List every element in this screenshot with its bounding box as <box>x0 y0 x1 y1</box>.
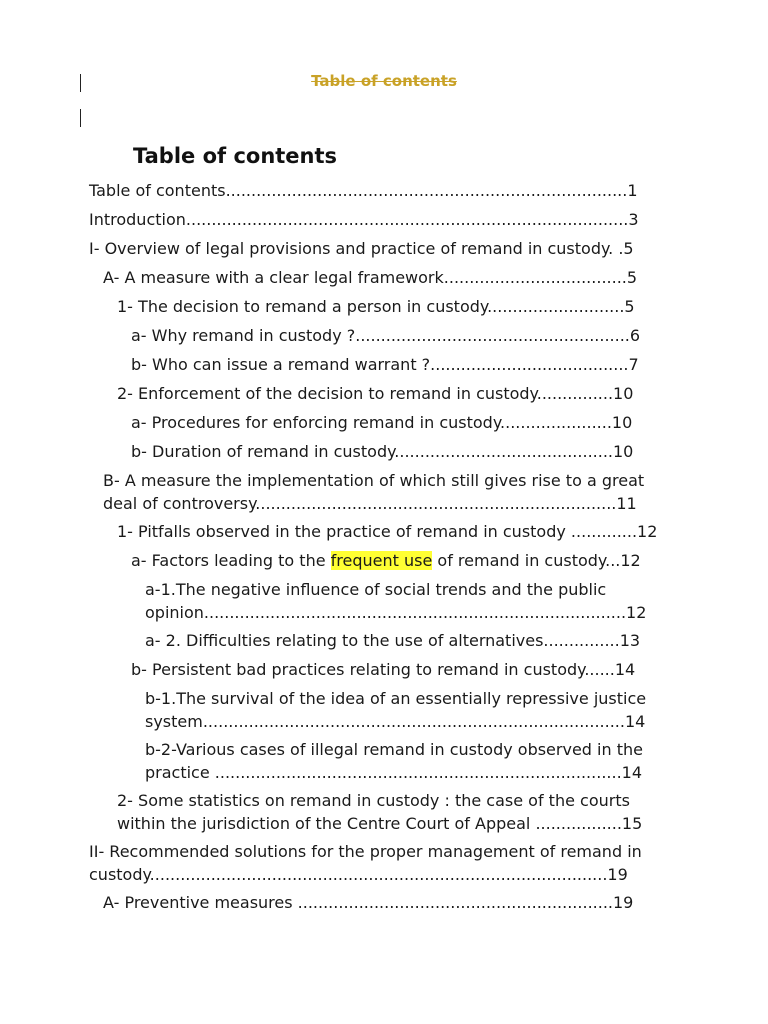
toc-entry-text: Introduction.......................................................................................3 <box>89 210 639 229</box>
toc-entry-text-post: of remand in custody...12 <box>432 551 641 570</box>
toc-entry-text: b- Duration of remand in custody...........................................10 <box>131 442 634 461</box>
toc-title: Table of contents <box>133 144 338 168</box>
toc-entry-text: 1- Pitfalls observed in the practice of remand in custody .............12 <box>117 522 658 541</box>
toc-entry-text: a-1.The negative influence of social trends and the public <box>145 580 607 599</box>
deleted-heading: Table of contents <box>311 72 457 90</box>
toc-entry-text-cont: system...................................................................................14 <box>145 711 646 731</box>
toc-entry-text-cont: within the jurisdiction of the Centre Court of Appeal .................15 <box>117 813 643 833</box>
toc-entry-text: B- A measure the implementation of which still gives rise to a great <box>103 471 645 490</box>
toc-entry-text-cont: custody..........................................................................................19 <box>89 864 628 884</box>
toc-entry-text: b- Persistent bad practices relating to remand in custody......14 <box>131 660 636 679</box>
highlighted-text: frequent use <box>330 551 433 570</box>
toc-entry-text: a- Why remand in custody ?......................................................6 <box>131 326 641 345</box>
toc-entry-text: b-2-Various cases of illegal remand in custody observed in the <box>145 740 643 759</box>
toc-entry-text-cont: opinion...................................................................................12 <box>145 602 647 622</box>
toc-entry-text: A- Preventive measures ..............................................................19 <box>103 893 634 912</box>
toc-entry-text: b-1.The survival of the idea of an essentially repressive justice <box>145 689 647 708</box>
toc-entry-text: A- A measure with a clear legal framework....................................5 <box>103 268 638 287</box>
toc-entry-text: a- 2. Difficulties relating to the use of alternatives...............13 <box>145 631 641 650</box>
toc-entry-text: b- Who can issue a remand warrant ?.......................................7 <box>131 355 639 374</box>
toc-entry-text: 2- Some statistics on remand in custody : the case of the courts <box>117 791 630 810</box>
toc-entry-text <box>131 550 641 573</box>
toc-entry-text: 2- Enforcement of the decision to remand in custody...............10 <box>117 384 634 403</box>
toc-entry-text: a- Procedures for enforcing remand in custody......................10 <box>131 413 633 432</box>
toc-entry-text-cont: practice ................................................................................14 <box>145 762 643 782</box>
toc-entry-text-cont: deal of controversy.......................................................................11 <box>103 493 637 513</box>
toc-entry-text: II- Recommended solutions for the proper management of remand in <box>89 842 642 861</box>
toc-entry-text: 1- The decision to remand a person in custody...........................5 <box>117 297 635 316</box>
toc-entry-text: Table of contents...............................................................................1 <box>89 181 638 200</box>
change-bar-2 <box>80 109 81 127</box>
toc-entry-text: I- Overview of legal provisions and practice of remand in custody. .5 <box>89 239 634 258</box>
toc-entry-text-pre: a- Factors leading to the <box>131 551 331 570</box>
